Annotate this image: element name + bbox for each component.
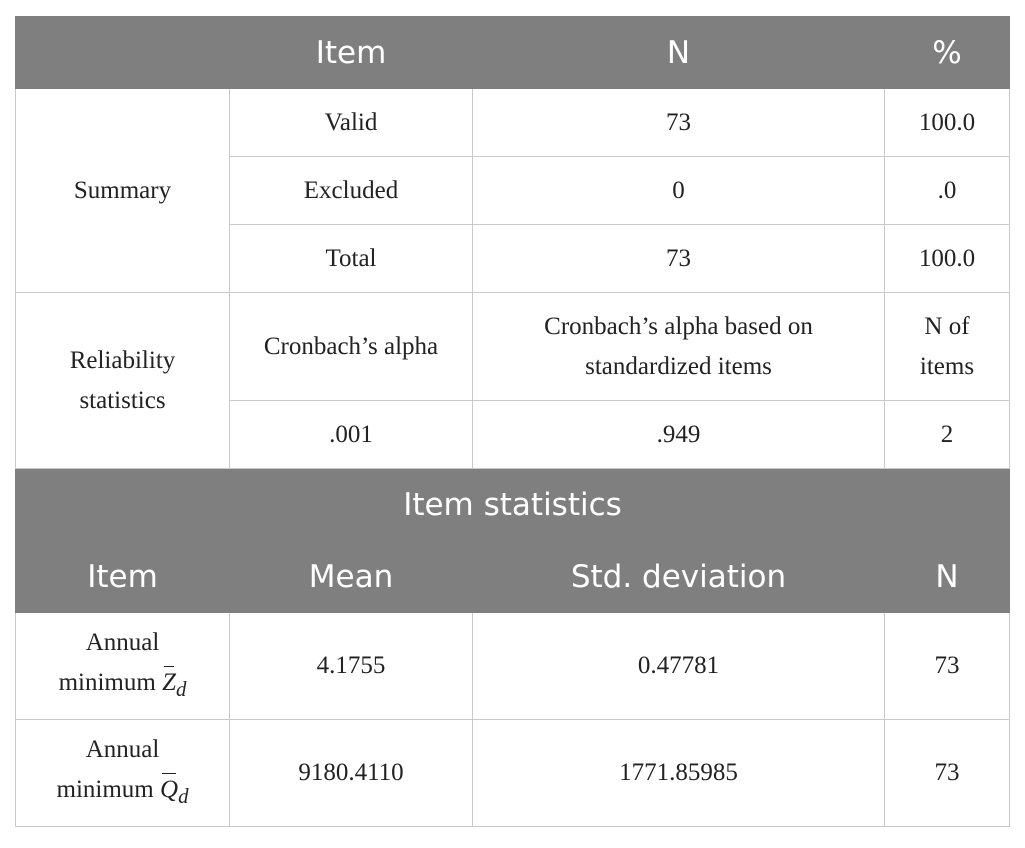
- cell-pct: 100.0: [885, 89, 1010, 157]
- header-item: Item: [16, 541, 230, 613]
- header-n: N: [885, 541, 1010, 613]
- cell-mean: 4.1755: [230, 613, 473, 720]
- cell-n: 73: [885, 720, 1010, 827]
- value-alpha: .001: [230, 401, 473, 469]
- item-stats-header-row: [16, 541, 1010, 613]
- value-n-items: 2: [885, 401, 1010, 469]
- item-label: [16, 613, 230, 720]
- col-cronbach-alpha-std-line2: standardized items: [585, 352, 772, 380]
- col-n-items-line2: items: [919, 352, 975, 380]
- reliability-label-line1: Reliability: [69, 346, 176, 374]
- cell-pct: .0: [885, 157, 1010, 225]
- item-label-line1: Annual: [85, 629, 160, 656]
- cell-item: Valid: [230, 89, 473, 157]
- col-cronbach-alpha-std: [473, 293, 885, 401]
- overbar-symbol: [160, 770, 178, 810]
- header-blank: [16, 17, 230, 89]
- table-row: [16, 89, 1010, 157]
- header-mean: Mean: [230, 541, 473, 613]
- item-label-line2: minimum: [58, 669, 156, 696]
- table-row: [16, 613, 1010, 720]
- cell-sd: 1771.85985: [473, 720, 885, 827]
- header-pct: %: [885, 17, 1010, 89]
- value-alpha-std: .949: [473, 401, 885, 469]
- variable-subscript: d: [178, 784, 189, 808]
- reliability-label-line2: statistics: [79, 386, 166, 414]
- col-cronbach-alpha: Cronbach’s alpha: [230, 293, 473, 401]
- col-n-items: [885, 293, 1010, 401]
- header-row: [16, 17, 1010, 89]
- cell-n: 73: [473, 89, 885, 157]
- cell-sd: 0.47781: [473, 613, 885, 720]
- item-label-line2: minimum: [56, 776, 154, 803]
- col-n-items-line1: N of: [924, 312, 970, 340]
- item-label-line1: Annual: [85, 736, 160, 763]
- cell-n: 0: [473, 157, 885, 225]
- cell-pct: 100.0: [885, 225, 1010, 293]
- col-cronbach-alpha-std-line1: Cronbach’s alpha based on: [544, 312, 813, 340]
- reliability-header-row: [16, 293, 1010, 401]
- variable-symbol: Q: [160, 776, 179, 803]
- header-item: Item: [230, 17, 473, 89]
- variable-subscript: d: [175, 677, 187, 701]
- cell-item: Excluded: [230, 157, 473, 225]
- cell-n: 73: [473, 225, 885, 293]
- item-stats-title-row: [16, 469, 1010, 541]
- reliability-label: [16, 293, 230, 469]
- item-stats-title: Item statistics: [16, 469, 1010, 541]
- cell-n: 73: [885, 613, 1010, 720]
- header-n: N: [473, 17, 885, 89]
- header-sd: Std. deviation: [473, 541, 885, 613]
- overbar-symbol: [162, 663, 176, 703]
- item-label: [16, 720, 230, 827]
- cell-mean: 9180.4110: [230, 720, 473, 827]
- cell-item: Total: [230, 225, 473, 293]
- table-row: [16, 720, 1010, 827]
- summary-label: Summary: [16, 89, 230, 293]
- reliability-table: [15, 16, 1010, 827]
- variable-symbol: Z: [162, 669, 176, 696]
